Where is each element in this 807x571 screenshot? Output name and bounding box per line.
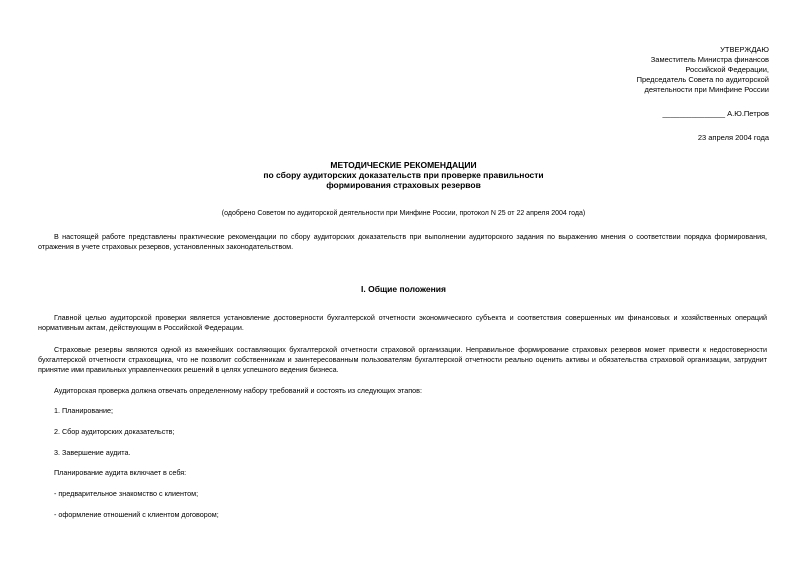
list-item: 3. Завершение аудита. bbox=[54, 448, 131, 457]
document-title bbox=[0, 160, 807, 190]
section-heading: I. Общие положения bbox=[361, 284, 446, 294]
list-item: 1. Планирование; bbox=[54, 406, 114, 415]
intro-paragraph: В настоящей работе представлены практические рекомендации по сбору аудиторских доказательств при выполнении аудиторского задания по выражению мнения о соответствии порядка формирования, отражения в учете страховых резервов, установленных законодательством. bbox=[38, 232, 767, 251]
paragraph-main-goal: Главной целью аудиторской проверки является установление достоверности бухгалтерской отчетности экономического субъекта и соответствия совершенных им финансовых и хозяйственных операций нормативным актам, действующим в Российской Федерации. bbox=[38, 313, 767, 332]
approval-line: УТВЕРЖДАЮ bbox=[720, 45, 769, 54]
paragraph-audit-stages: Аудиторская проверка должна отвечать определенному набору требований и состоять из следующих этапов: bbox=[54, 386, 422, 395]
approval-line: деятельности при Минфине России bbox=[644, 85, 769, 94]
approval-date: 23 апреля 2004 года bbox=[697, 133, 769, 142]
list-item: - оформление отношений с клиентом договором; bbox=[54, 510, 219, 519]
approval-block bbox=[637, 45, 769, 143]
title-line-1: МЕТОДИЧЕСКИЕ РЕКОМЕНДАЦИИ bbox=[330, 160, 477, 170]
approval-line: Российской Федерации, bbox=[685, 65, 769, 74]
planning-intro: Планирование аудита включает в себя: bbox=[54, 468, 187, 477]
list-item: 2. Сбор аудиторских доказательств; bbox=[54, 427, 175, 436]
paragraph-reserves: Страховые резервы являются одной из важнейших составляющих бухгалтерской отчетности страховой организации. Неправильное формирование страховых резервов может привести к недостоверности бухгалтерской отчетности страховщика, что не позволит собственникам и заинтересованным пользователям бухгалтерской отчетности реально оценить активы и обязательства страховой организации, затруднит принятие ими правильных управленческих решений в целях успешного ведения бизнеса. bbox=[38, 345, 767, 374]
list-item: - предварительное знакомство с клиентом; bbox=[54, 489, 199, 498]
title-line-2: по сбору аудиторских доказательств при проверке правильности bbox=[263, 170, 544, 180]
approval-line: Председатель Совета по аудиторской bbox=[636, 75, 769, 84]
signature-line: _______________ А.Ю.Петров bbox=[662, 109, 769, 118]
approval-line: Заместитель Министра финансов bbox=[650, 55, 769, 64]
title-line-3: формирования страховых резервов bbox=[326, 180, 481, 190]
approval-note: (одобрено Советом по аудиторской деятельности при Минфине России, протокол N 25 от 22 апреля 2004 года) bbox=[221, 210, 586, 217]
